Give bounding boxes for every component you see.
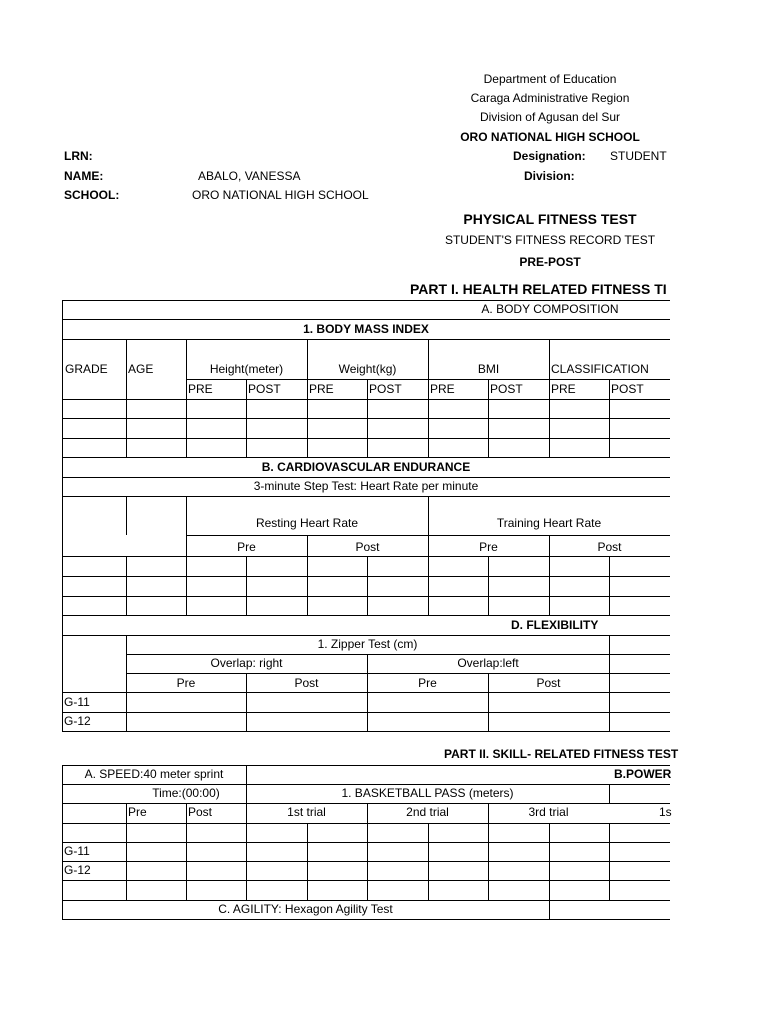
- region-name: Caraga Administrative Region: [470, 91, 630, 105]
- weight-pre: PRE: [309, 382, 334, 396]
- designation-value: STUDENT: [610, 149, 667, 163]
- grade-header: GRADE: [65, 362, 108, 376]
- power-heading: B.POWER: [614, 767, 672, 781]
- trial-1: 1st trial: [287, 805, 326, 819]
- overlap-right: Overlap: right: [210, 656, 283, 670]
- trial-cut: 1s: [659, 805, 672, 819]
- training-post: Post: [597, 540, 622, 554]
- height-header: Height(meter): [209, 362, 284, 376]
- cardio-heading: B. CARDIOVASCULAR ENDURANCE: [261, 460, 471, 474]
- basketball-pass-heading: 1. BASKETBALL PASS (meters): [341, 786, 514, 800]
- designation-label: Designation:: [513, 149, 586, 163]
- bmi-heading: 1. BODY MASS INDEX: [303, 322, 429, 336]
- flex-left-pre: Pre: [418, 676, 437, 690]
- subtitle: STUDENT'S FITNESS RECORD TEST: [444, 233, 656, 247]
- speed-post: Post: [188, 805, 213, 819]
- classification-header: CLASSIFICATION: [551, 362, 649, 376]
- name-value: ABALO, VANESSA: [198, 169, 301, 183]
- division-label: Division:: [524, 169, 575, 183]
- flex-row-g11: G-11: [64, 695, 90, 709]
- classification-pre: PRE: [551, 382, 576, 396]
- trial-3: 3rd trial: [528, 805, 569, 819]
- resting-pre: Pre: [237, 540, 256, 554]
- step-test-heading: 3-minute Step Test: Heart Rate per minute: [253, 479, 479, 493]
- name-label: NAME:: [64, 169, 104, 183]
- main-title: PHYSICAL FITNESS TEST: [463, 211, 637, 227]
- flex-left-post: Post: [536, 676, 561, 690]
- height-post: POST: [248, 382, 281, 396]
- age-header: AGE: [128, 362, 154, 376]
- weight-header: Weight(kg): [338, 362, 397, 376]
- classification-post: POST: [611, 382, 644, 396]
- resting-heart-rate: Resting Heart Rate: [255, 516, 359, 530]
- dept-name: Department of Education: [483, 72, 617, 86]
- flex-right-pre: Pre: [176, 676, 196, 690]
- speed-heading: A. SPEED:40 meter sprint: [84, 767, 224, 781]
- flexibility-heading: D. FLEXIBILITY: [511, 618, 599, 632]
- flex-right-post: Post: [294, 676, 319, 690]
- bmi-header: BMI: [477, 362, 500, 376]
- part2-row-g12: G-12: [64, 863, 91, 877]
- training-pre: Pre: [479, 540, 498, 554]
- speed-pre: Pre: [128, 805, 147, 819]
- bmi-post: POST: [490, 382, 523, 396]
- resting-post: Post: [355, 540, 380, 554]
- zipper-test-heading: 1. Zipper Test (cm): [317, 637, 418, 651]
- agility-heading: C. AGILITY: Hexagon Agility Test: [218, 902, 393, 916]
- school-name-header: ORO NATIONAL HIGH SCHOOL: [460, 130, 640, 144]
- part2-title: PART II. SKILL- RELATED FITNESS TEST: [444, 747, 679, 761]
- division-name: Division of Agusan del Sur: [479, 110, 621, 124]
- lrn-label: LRN:: [64, 149, 93, 163]
- body-composition-heading: A. BODY COMPOSITION: [481, 302, 619, 316]
- part2-row-g11: G-11: [64, 844, 90, 858]
- pre-post-title: PRE-POST: [519, 255, 581, 269]
- school-value: ORO NATIONAL HIGH SCHOOL: [192, 188, 369, 202]
- flex-row-g12: G-12: [64, 714, 91, 728]
- trial-2: 2nd trial: [406, 805, 449, 819]
- bmi-pre: PRE: [430, 382, 455, 396]
- time-label: Time:(00:00): [152, 786, 220, 800]
- overlap-left: Overlap:left: [457, 656, 519, 670]
- school-label: SCHOOL:: [64, 188, 120, 202]
- training-heart-rate: Training Heart Rate: [496, 516, 602, 530]
- part1-title: PART I. HEALTH RELATED FITNESS TI: [410, 281, 667, 297]
- weight-post: POST: [369, 382, 402, 396]
- height-pre: PRE: [188, 382, 213, 396]
